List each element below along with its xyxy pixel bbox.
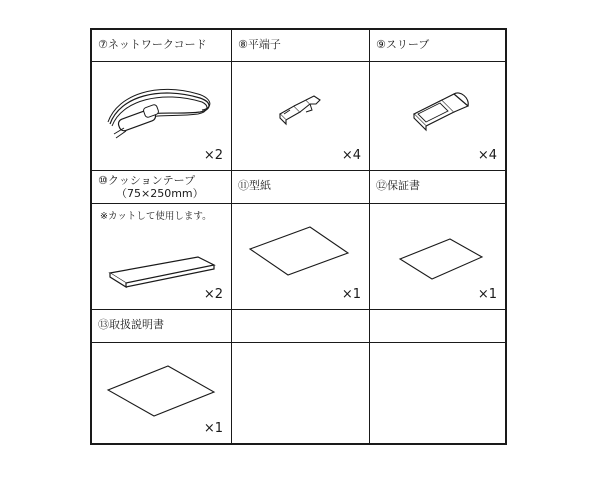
item-quantity: ×4 xyxy=(341,148,361,163)
empty-cell xyxy=(232,310,369,443)
warranty-illustration xyxy=(398,235,484,283)
item-cushion-tape xyxy=(92,171,231,309)
item-quantity: ×1 xyxy=(477,287,497,302)
item-label xyxy=(98,174,204,200)
template-illustration xyxy=(248,223,352,279)
item-manual xyxy=(92,310,231,443)
item-label: ⑪型紙 xyxy=(238,179,271,192)
item-quantity: ×1 xyxy=(341,287,361,302)
item-network-cord xyxy=(92,30,231,170)
item-label-size: （75×250mm） xyxy=(116,187,204,200)
accessory-table xyxy=(90,28,507,445)
item-quantity: ×2 xyxy=(203,287,223,302)
item-sleeve xyxy=(370,30,505,170)
cushion-tape-illustration xyxy=(106,253,218,293)
manual-illustration xyxy=(106,362,218,420)
item-quantity: ×2 xyxy=(203,148,223,163)
item-quantity: ×1 xyxy=(203,421,223,436)
flat-terminal-illustration xyxy=(276,92,326,128)
empty-cell xyxy=(370,310,505,443)
item-flat-terminal xyxy=(232,30,369,170)
item-label: ⑨スリーブ xyxy=(376,38,430,51)
item-label: ⑬取扱説明書 xyxy=(98,318,164,331)
item-label: ⑧平端子 xyxy=(238,38,281,51)
sleeve-illustration xyxy=(408,88,478,134)
item-warranty xyxy=(370,171,505,309)
item-label: ⑫保証書 xyxy=(376,179,420,192)
item-quantity: ×4 xyxy=(477,148,497,163)
item-note: ※カットして使用します。 xyxy=(100,211,212,222)
item-label-main: ⑩クッションテープ xyxy=(98,174,196,187)
item-template xyxy=(232,171,369,309)
network-cord-illustration xyxy=(100,76,220,146)
item-label: ⑦ネットワークコード xyxy=(98,38,207,51)
